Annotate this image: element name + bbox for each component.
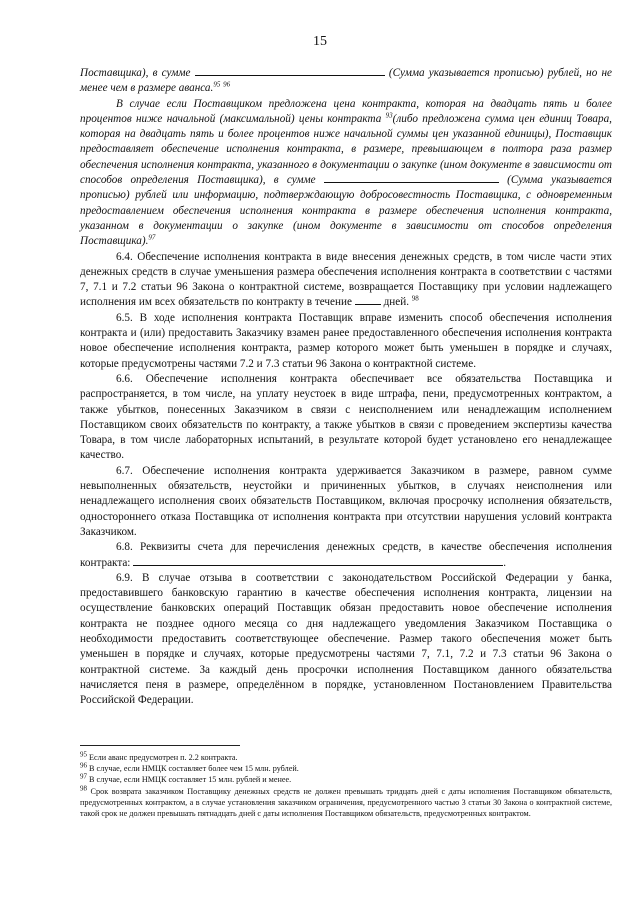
footnote-ref: 96 bbox=[223, 80, 231, 89]
paragraph-6-9: 6.9. В случае отзыва в соответствии с законодательством Российской Федерации у банка, предоставившего банковскую гарантию в качестве обеспечения исполнения контракта, лицензии на осуществление банковских операций Поставщик обязан предоставить новое обеспечение исполнения контракта не позднее одного месяца со дня надлежащего уведомления Заказчиком Поставщика о необходимости предоставить соответствующее обеспечение. Размер такого обеспечения может быть уменьшен в порядке и случаях, которые предусмотрены частями 7, 7.1, 7.2 и 7.3 статьи 96 Закона о контрактной системе. За каждый день просрочки исполнения Поставщиком данного обязательства начисляется пеня в размере, определённом в порядке, установленном Постановлением Правительства Российской Федерации. bbox=[80, 571, 612, 707]
account-blank bbox=[133, 556, 503, 566]
footnote bbox=[80, 774, 612, 785]
p1-text-a: Поставщика), в сумме bbox=[80, 67, 191, 79]
paragraph-6-5: 6.5. В ходе исполнения контракта Поставщик вправе изменить способ обеспечения исполнения контракта и (или) предоставить Заказчику взамен ранее предоставленного обеспечения исполнения контракта новое обеспечение исполнения контракта, размер которого может быть уменьшен в порядке и случаях, которые предусмотрены частями 7.2 и 7.3 статьи 96 Закона о контрактной системе. bbox=[80, 311, 612, 370]
p2-text-b: (либо предложена сумма цен единиц Товара, которая на двадцать пять и более процентов ниже начальной суммы цен указанной единицы), Поставщик предоставляет обеспечение исполнения контракта, в размере, превышающем в полтора раза размер обеспечения исполнения контракта, указанного в документации о закупке (ином документе в зависимости от способов определения Поставщика), в сумме bbox=[80, 112, 612, 187]
p3-text-a: 6.4. Обеспечение исполнения контракта в виде внесения денежных средств, в том числе части этих денежных средств в случае уменьшения размера обеспечения исполнения контракта в соответствии с частями 7, 7.1 и 7.2 статьи 96 Закона о контрактной системе, возвращается Поставщику при условии надлежащего исполнения им всех обязательств по контракту в течение bbox=[80, 250, 612, 309]
paragraph-6-7: 6.7. Обеспечение исполнения контракта удерживается Заказчиком в размере, равном сумме невыполненных обязательств, неустойки и причиненных убытков, в случаях неисполнения или ненадлежащего исполнения своих обязательств Поставщиком, включая просрочку исполнения обязательств, одностороннего отказа Поставщика от исполнения контракта при отсутствии нарушения условий контракта Заказчиком. bbox=[80, 464, 612, 538]
footnote-number: 96 bbox=[80, 761, 87, 770]
footnote-text: Срок возврата заказчиком Поставщику денежных средств не должен превышать тридцать дней с даты исполнения Поставщиком обязательств, предусмотренных контрактом, а в случае установления заказчиком ограничения, предусмотренного частью 3 статьи 30 Закона о контрактной системе, такой срок не должен превышать пятнадцать дней с даты исполнения Поставщиком обязательств, предусмотренных контрактом. bbox=[80, 786, 613, 819]
paragraph-6-4 bbox=[80, 250, 612, 311]
p1-text-c: рублей, но не менее чем в размере аванса. bbox=[80, 67, 612, 95]
footnote-ref: 95 bbox=[213, 80, 221, 89]
paragraph-6-8 bbox=[80, 540, 612, 571]
footnote-text: В случае, если НМЦК составляет 15 млн. рублей и менее. bbox=[89, 775, 292, 785]
page-number: 15 bbox=[313, 34, 327, 49]
days-blank bbox=[355, 295, 381, 305]
footnote-text: Если аванс предусмотрен п. 2.2 контракта. bbox=[89, 753, 238, 762]
footnote bbox=[80, 763, 612, 774]
footnote-separator bbox=[80, 745, 240, 746]
footnote-ref: 97 bbox=[148, 233, 156, 242]
paragraph-advance-amount bbox=[80, 66, 612, 97]
p2-text-a: В случае если Поставщиком предложена цена контракта, которая на двадцать пять и более процентов ниже начальной (максимальной) цены контракта bbox=[80, 97, 612, 125]
footnote-ref: 98 bbox=[411, 294, 419, 303]
p1-text-b: (Сумма указывается прописью) bbox=[388, 67, 544, 79]
paragraph-6-6: 6.6. Обеспечение исполнения контракта обеспечивает все обязательства Поставщика и распространяется, в том числе, на уплату неустоек в виде штрафа, пени, предусмотренных контрактом, а также убытков, понесенных Заказчиком в связи с неисполнением или ненадлежащим исполнением Поставщиком своих обязательств по контракту, а также убытков в связи с проведением экспертизы качества Товара, в том числе лабораторных испытаний, в результате которой будет установлено его ненадлежащее качество. bbox=[80, 372, 612, 462]
footnotes bbox=[80, 745, 612, 819]
footnote bbox=[80, 783, 613, 820]
footnote-number: 97 bbox=[80, 772, 87, 781]
footnote-ref: 93 bbox=[385, 111, 393, 120]
document-body bbox=[80, 66, 612, 708]
p3-text-b: дней. bbox=[383, 296, 409, 309]
footnote bbox=[80, 752, 612, 763]
amount-blank bbox=[195, 66, 385, 76]
footnote-number: 95 bbox=[80, 750, 87, 759]
p7-text-b: . bbox=[503, 556, 507, 569]
footnote-text: В случае, если НМЦК составляет более чем 15 млн. рублей. bbox=[89, 764, 299, 774]
p2-text-c: (Сумма указывается прописью) рублей или информацию, подтверждающую добросовестность Поставщика, с одновременным предоставлением обеспечения исполнения контракта в размере обеспечения исполнения контракта, указанном в документации о закупке (ином документе в зависимости от способов определения Поставщика). bbox=[80, 174, 612, 248]
amount-blank bbox=[324, 173, 499, 183]
paragraph-antidumping bbox=[80, 97, 612, 250]
p7-text-a: 6.8. Реквизиты счета для перечисления денежных средств, в качестве обеспечения исполнения контракта: bbox=[80, 541, 612, 569]
footnote-number: 98 bbox=[80, 783, 87, 792]
